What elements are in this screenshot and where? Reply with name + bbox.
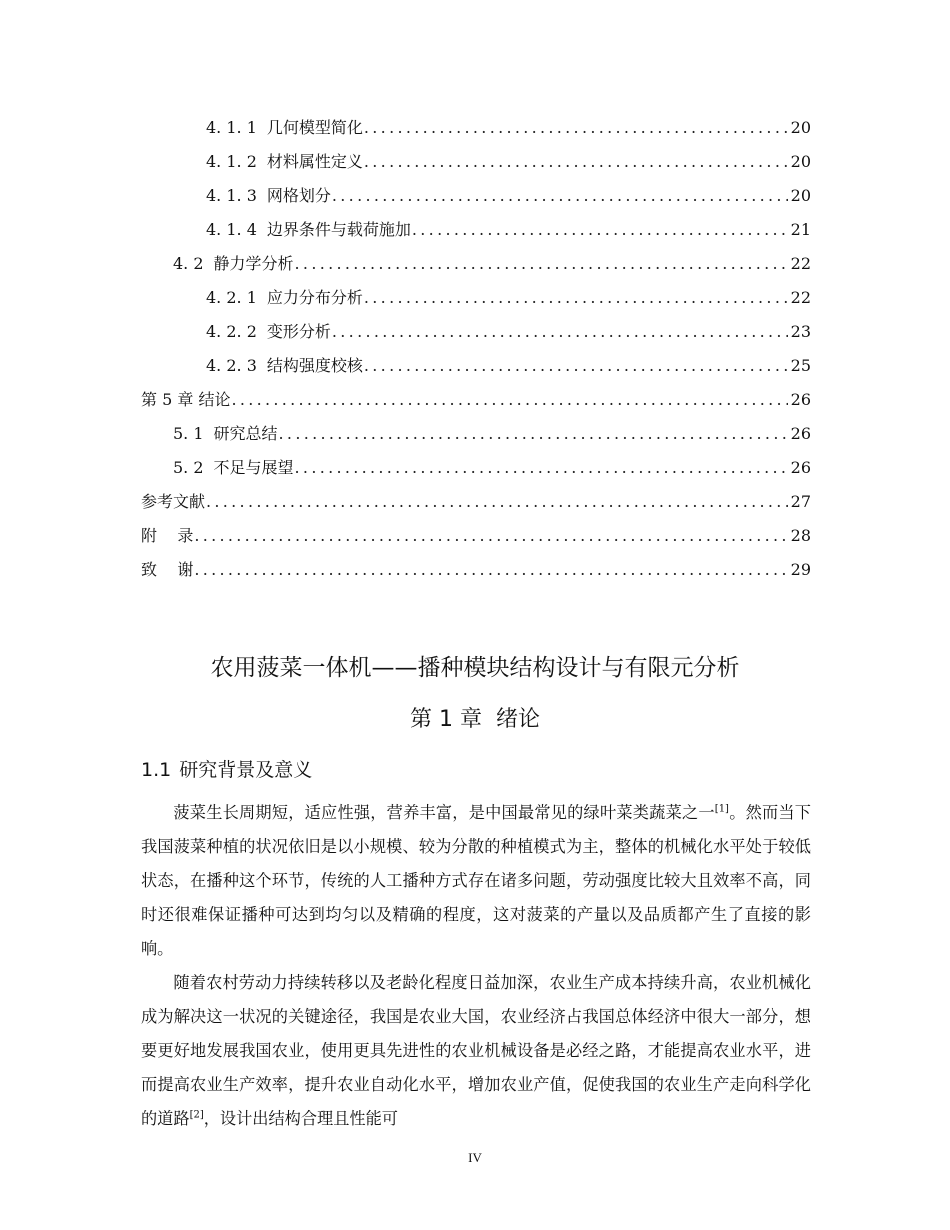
toc-entry-number: 4. 2. 3: [206, 356, 257, 375]
toc-entry[interactable]: [141, 213, 811, 247]
toc-entry-number: 4. 2: [173, 254, 204, 273]
toc-entry-page: 22: [790, 288, 811, 307]
toc-entry-number: 5. 1: [173, 424, 204, 443]
toc-leader-dots: [332, 179, 788, 213]
toc-entry-title: 变形分析: [266, 322, 331, 341]
paragraph: [141, 966, 811, 1136]
toc-entry[interactable]: [141, 451, 811, 485]
toc-entry-title: 不足与展望: [213, 458, 294, 477]
toc-entry-page: 25: [790, 356, 811, 375]
toc-entry[interactable]: [141, 485, 811, 519]
toc-entry-page: 20: [790, 152, 811, 171]
toc-entry[interactable]: [141, 315, 811, 349]
chapter-title: 第 1 章 绪论: [410, 707, 540, 732]
toc-entry-page: 21: [790, 220, 811, 239]
toc-entry-title: 网格划分: [266, 186, 331, 205]
document-title: 农用菠菜一体机——播种模块结构设计与有限元分析: [210, 655, 740, 681]
toc-entry-page: 29: [790, 560, 811, 579]
toc-entry[interactable]: [141, 247, 811, 281]
toc-leader-dots: [295, 451, 788, 485]
toc-entry-number: 4. 1. 3: [206, 186, 257, 205]
citation-marker[interactable]: [1]: [714, 803, 729, 815]
toc-entry-title: 研究总结: [213, 424, 278, 443]
toc-leader-dots: [364, 145, 788, 179]
paragraph-text: 。然而当下我国菠菜种植的状况依旧是以小规模、较为分散的种植模式为主，整体的机械化水平处于较低状态，在播种这个环节，传统的人工播种方式存在诸多问题，劳动强度比较大且效率不高，同时还很难保证播种可达到均匀以及精确的程度，这对菠菜的产量以及品质都产生了直接的影响。: [141, 803, 811, 958]
toc-entry-page: 22: [790, 254, 811, 273]
toc-entry[interactable]: [141, 383, 811, 417]
toc-entry-number: 4. 1. 4: [206, 220, 257, 239]
toc-entry-title: 第 5 章 结论: [141, 390, 231, 409]
toc-entry[interactable]: [141, 349, 811, 383]
section-number: 1.1: [141, 759, 172, 781]
paragraph-text: ，设计出结构合理且性能可: [203, 1109, 398, 1128]
citation-marker[interactable]: [2]: [189, 1109, 204, 1121]
toc-entry-page: 20: [790, 186, 811, 205]
body-text: [141, 796, 811, 1136]
toc-entry-title: 应力分布分析: [266, 288, 363, 307]
toc-entry-number: 5. 2: [173, 458, 204, 477]
toc-entry-number: 4. 1. 1: [206, 118, 257, 137]
toc-entry-page: 26: [790, 390, 811, 409]
toc-entry-title: 静力学分析: [213, 254, 294, 273]
paragraph: [141, 796, 811, 966]
paragraph-text: 随着农村劳动力持续转移以及老龄化程度日益加深，农业生产成本持续升高，农业机械化成为解决这一状况的关键途径，我国是农业大国，农业经济占我国总体经济中很大一部分，想要更好地发展我国农业，使用更具先进性的农业机械设备是必经之路，才能提高农业水平，进而提高农业生产效率，提升农业自动化水平，增加农业产值，促使我国的农业生产走向科学化的道路: [141, 973, 811, 1128]
toc-entry-number: 4. 2. 2: [206, 322, 257, 341]
toc-leader-dots: [412, 213, 788, 247]
toc-entry-title: 参考文献: [141, 492, 206, 511]
toc-entry-page: 26: [790, 458, 811, 477]
toc-entry[interactable]: [141, 417, 811, 451]
toc-leader-dots: [194, 553, 787, 587]
toc-entry-title: 致 谢: [141, 560, 194, 579]
toc-entry-title: 边界条件与载荷施加: [266, 220, 411, 239]
toc-entry-page: 28: [790, 526, 811, 545]
toc-leader-dots: [206, 485, 788, 519]
toc-entry-page: 27: [790, 492, 811, 511]
toc-entry[interactable]: [141, 145, 811, 179]
toc-leader-dots: [194, 519, 787, 553]
toc-entry-number: 4. 1. 2: [206, 152, 257, 171]
section-title: 研究背景及意义: [179, 759, 313, 781]
toc-entry-title: 结构强度校核: [266, 356, 363, 375]
toc-entry-title: 材料属性定义: [266, 152, 363, 171]
toc-entry-page: 26: [790, 424, 811, 443]
toc-entry-page: 20: [790, 118, 811, 137]
toc-entry[interactable]: [141, 553, 811, 587]
toc-entry-title: 几何模型简化: [266, 118, 363, 137]
toc-entry[interactable]: [141, 179, 811, 213]
toc-entry[interactable]: [141, 281, 811, 315]
toc-entry[interactable]: [141, 111, 811, 145]
toc-leader-dots: [364, 349, 788, 383]
toc-leader-dots: [279, 417, 788, 451]
toc-entry[interactable]: [141, 519, 811, 553]
page-number: IV: [468, 1150, 482, 1165]
toc-leader-dots: [364, 281, 788, 315]
toc-leader-dots: [364, 111, 788, 145]
toc-entry-page: 23: [790, 322, 811, 341]
toc-leader-dots: [332, 315, 788, 349]
toc-entry-number: 4. 2. 1: [206, 288, 257, 307]
toc-entry-title: 附 录: [141, 526, 194, 545]
table-of-contents: [141, 111, 811, 587]
toc-leader-dots: [295, 247, 788, 281]
section-heading: [141, 754, 312, 786]
toc-leader-dots: [231, 383, 787, 417]
paragraph-text: 菠菜生长周期短，适应性强，营养丰富，是中国最常见的绿叶菜类蔬菜之一: [173, 803, 715, 822]
